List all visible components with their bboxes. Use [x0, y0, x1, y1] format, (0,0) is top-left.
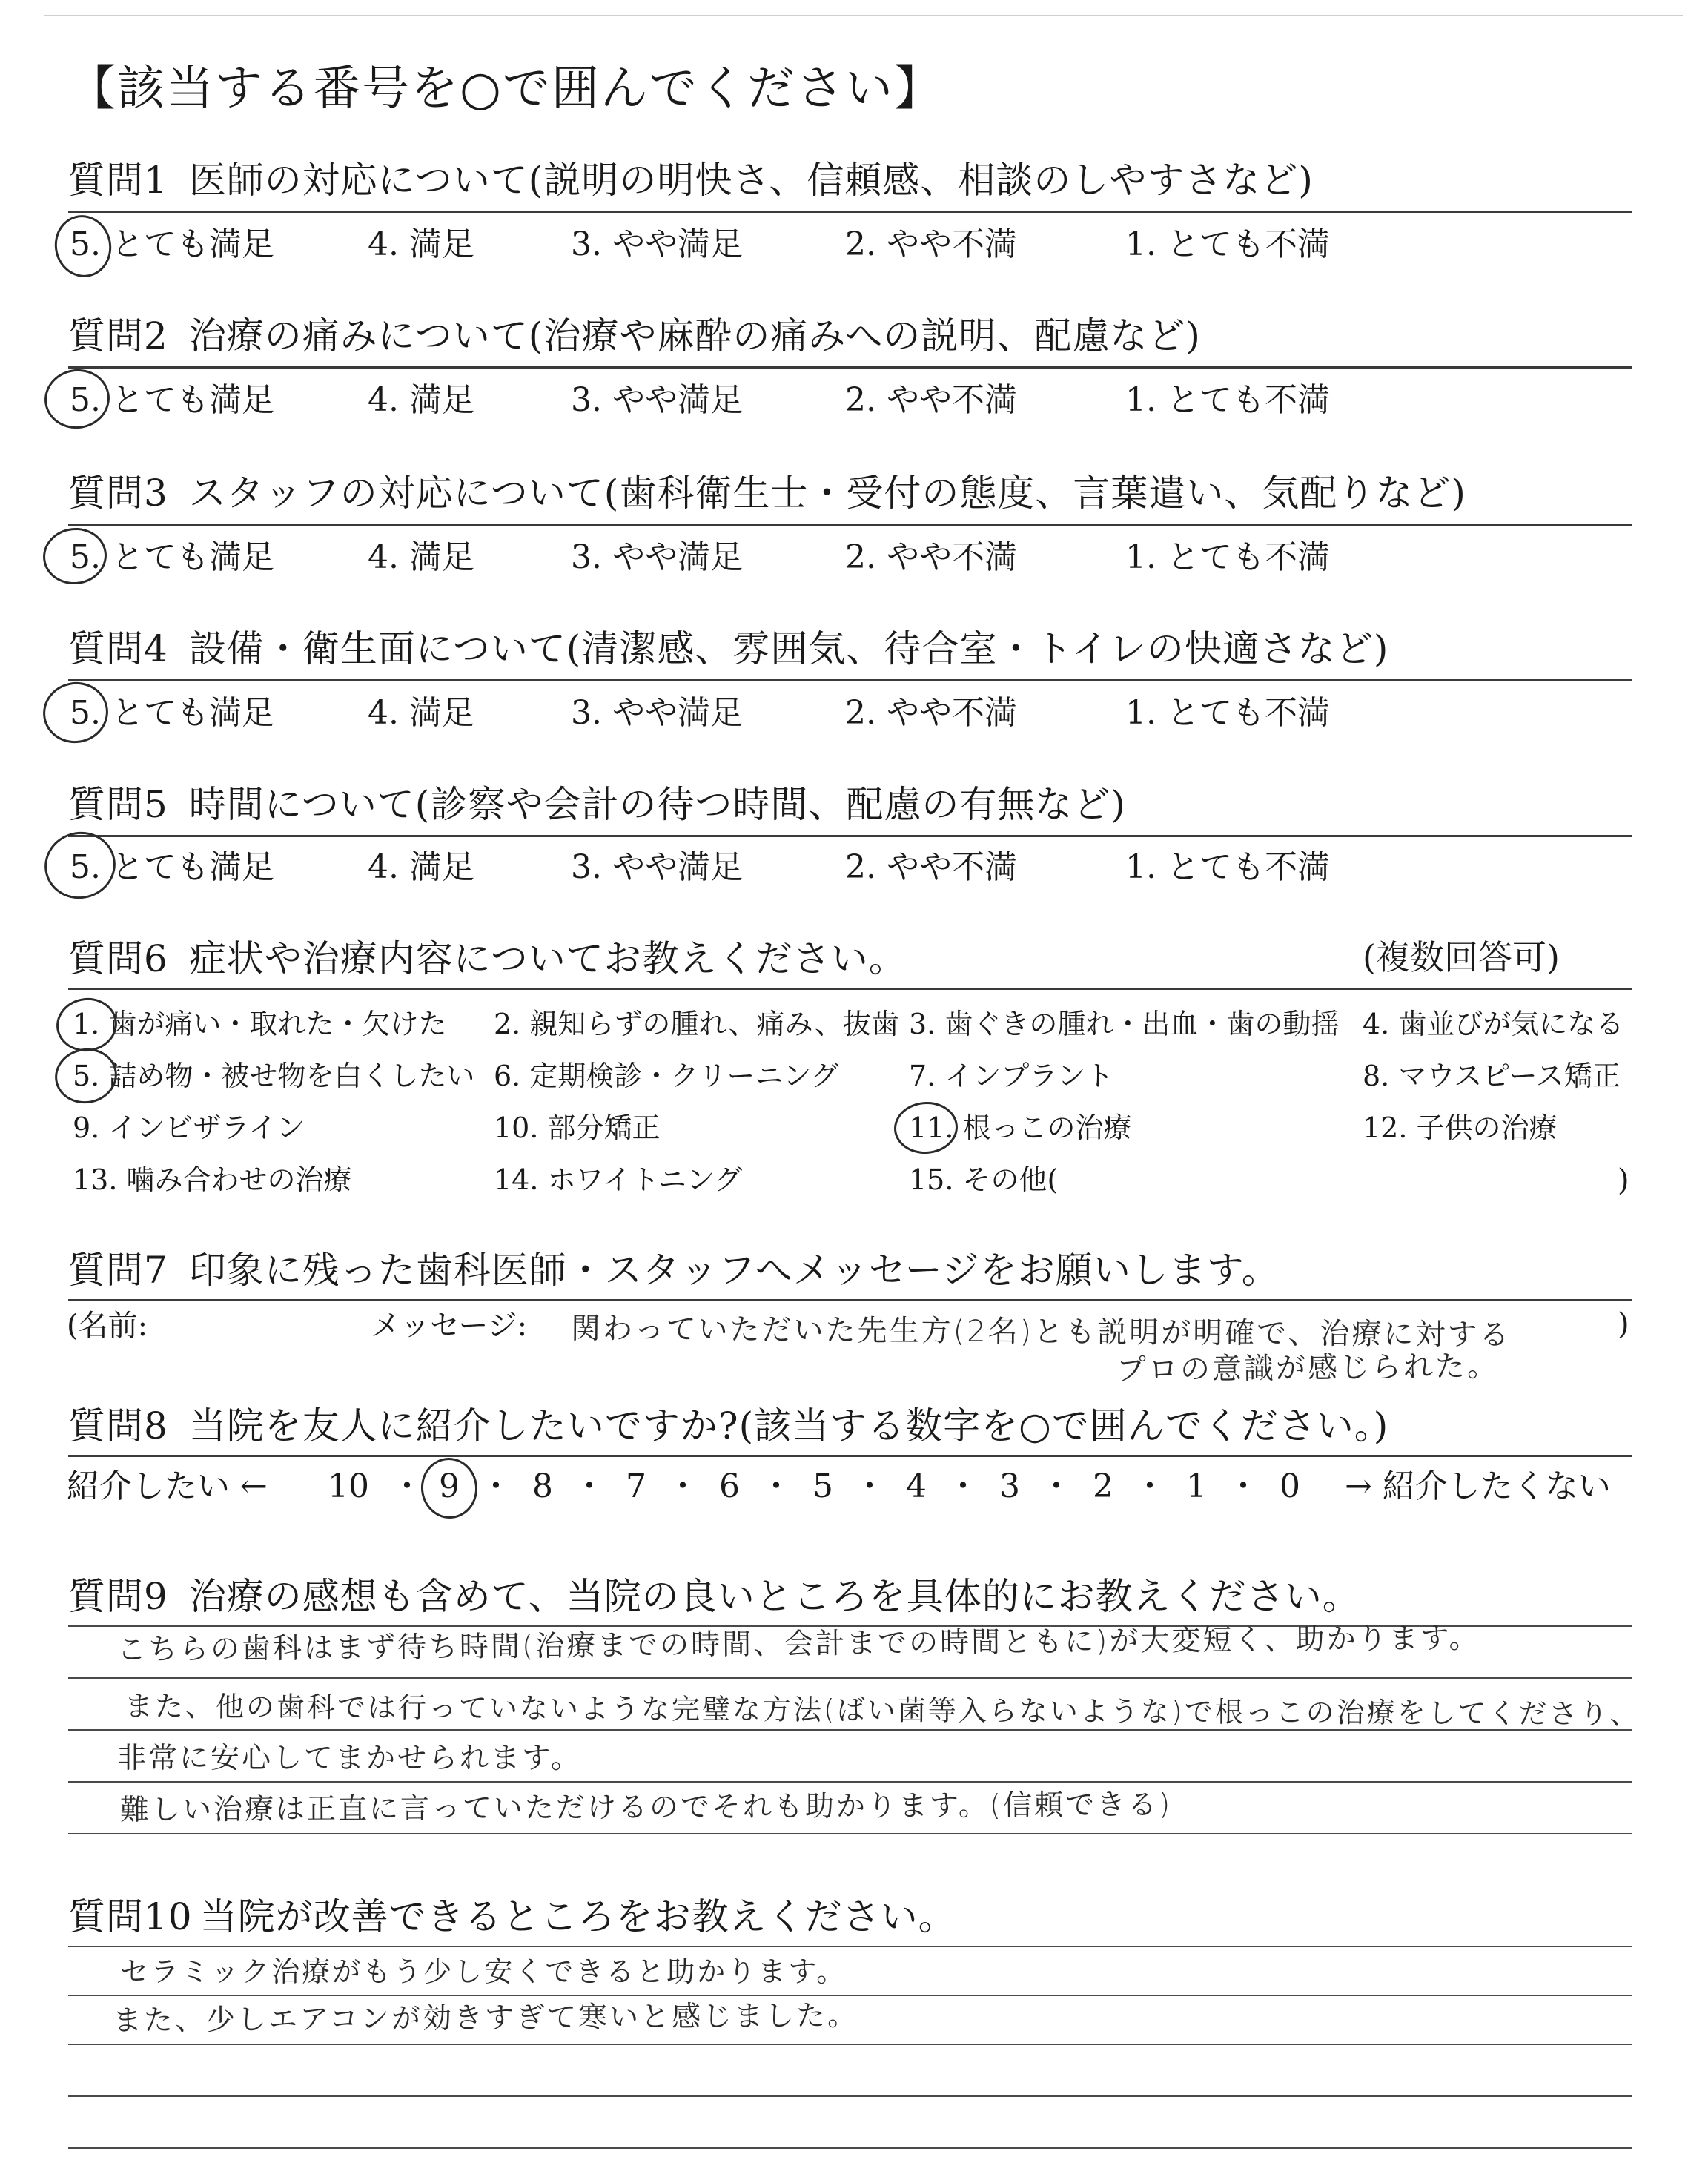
question-text: 印象に残った歯科医師・スタッフへメッセージをお願いします。 — [188, 1249, 1280, 1292]
question-text: 治療の痛みについて(治療や麻酔の痛みへの説明、配慮など) — [188, 314, 1201, 357]
option-3[interactable]: 3. やや満足 — [571, 694, 743, 732]
writing-line — [68, 2147, 1632, 2149]
writing-line — [68, 1946, 1632, 1947]
question-number: 質問3 — [68, 472, 168, 515]
question-rule — [68, 211, 1632, 213]
question-number: 質問4 — [68, 627, 168, 670]
handwritten-message-line: プロの意識が感じられた。 — [1116, 1349, 1500, 1387]
question-rule — [68, 524, 1632, 526]
option-5[interactable]: 5. とても満足 — [70, 225, 274, 263]
question-number: 質問7 — [68, 1249, 168, 1292]
question-text: スタッフの対応について(歯科衛生士・受付の態度、言葉遣い、気配りなど) — [188, 472, 1466, 515]
selected-answer-circle — [418, 1455, 480, 1521]
question-10 — [68, 1895, 956, 1938]
writing-line — [68, 2095, 1632, 2097]
top-border — [44, 15, 1683, 16]
name-label: (名前: — [67, 1309, 148, 1343]
symptom-option-3[interactable]: 3. 歯ぐきの腫れ・出血・歯の動揺 — [909, 1008, 1340, 1040]
question-2 — [68, 314, 1201, 357]
question-7 — [68, 1249, 1280, 1292]
question-text: 設備・衛生面について(清潔感、雰囲気、待合室・トイレの快適さなど) — [188, 627, 1389, 670]
recommend-left-label: 紹介したい ← — [67, 1467, 268, 1505]
question-9 — [68, 1575, 1360, 1618]
question-1 — [68, 159, 1314, 202]
scale-separator: ・ — [1133, 1467, 1166, 1505]
question-text: 当院を友人に紹介したいですか?(該当する数字を○で囲んでください。) — [188, 1404, 1389, 1447]
question-text: 当院が改善できるところをお教えください。 — [199, 1895, 956, 1938]
option-2[interactable]: 2. やや不満 — [845, 694, 1017, 732]
scale-separator: ・ — [573, 1467, 606, 1505]
question-text: 症状や治療内容についてお教えください。 — [188, 937, 907, 980]
page-title: 【該当する番号を○で囲んでください】 — [68, 62, 943, 116]
symptom-option-11[interactable]: 11. 根っこの治療 — [909, 1112, 1132, 1144]
handwritten-answer-line: 非常に安心してまかせられます。 — [117, 1742, 582, 1775]
writing-line — [68, 2044, 1632, 2045]
option-1[interactable]: 1. とても不満 — [1125, 381, 1330, 419]
selected-answer-circle — [893, 1100, 960, 1156]
option-2[interactable]: 2. やや不満 — [845, 225, 1017, 263]
handwritten-answer-line: セラミック治療がもう少し安くできると助かります。 — [120, 1955, 847, 1988]
question-number: 質問8 — [68, 1404, 168, 1447]
scale-value-9[interactable]: 9 — [439, 1467, 460, 1505]
option-1[interactable]: 1. とても不満 — [1125, 848, 1330, 886]
handwritten-answer-line: 難しい治療は正直に言っていただけるのでそれも助かります。(信頼できる) — [119, 1788, 1173, 1827]
symptom-option-1[interactable]: 1. 歯が痛い・取れた・欠けた — [73, 1008, 447, 1040]
scale-value-0[interactable]: 0 — [1280, 1467, 1300, 1505]
question-rule — [68, 988, 1632, 990]
question-number: 質問6 — [68, 937, 168, 980]
symptom-option-5[interactable]: 5. 詰め物・被せ物を白くしたい — [73, 1060, 475, 1092]
question-text: 医師の対応について(説明の明快さ、信頼感、相談のしやすさなど) — [188, 159, 1314, 202]
option-2[interactable]: 2. やや不満 — [845, 381, 1017, 419]
option-4[interactable]: 4. 満足 — [368, 225, 474, 263]
scale-value-4[interactable]: 4 — [906, 1467, 927, 1505]
symptom-option-12[interactable]: 12. 子供の治療 — [1363, 1112, 1558, 1144]
option-5[interactable]: 5. とても満足 — [70, 848, 274, 886]
option-3[interactable]: 3. やや満足 — [571, 538, 743, 576]
symptom-option-10[interactable]: 10. 部分矯正 — [494, 1112, 661, 1144]
symptom-option-4[interactable]: 4. 歯並びが気になる — [1363, 1008, 1624, 1040]
scale-value-2[interactable]: 2 — [1093, 1467, 1113, 1505]
selected-answer-circle — [39, 677, 113, 748]
question-rule — [68, 679, 1632, 681]
writing-line — [68, 1729, 1632, 1731]
selected-answer-circle — [41, 365, 113, 432]
option-3[interactable]: 3. やや満足 — [571, 381, 743, 419]
option-3[interactable]: 3. やや満足 — [571, 225, 743, 263]
question-number: 質問5 — [68, 783, 168, 826]
scale-separator: ・ — [1227, 1467, 1260, 1505]
message-label: メッセージ: — [371, 1309, 528, 1343]
symptom-option-7[interactable]: 7. インプラント — [909, 1060, 1114, 1092]
scale-value-7[interactable]: 7 — [626, 1467, 646, 1505]
option-1[interactable]: 1. とても不満 — [1125, 538, 1330, 576]
handwritten-answer-line: また、他の歯科では行っていないような完璧な方法(ばい菌等入らないような)で根っこの治療をしてくださり、 — [124, 1690, 1641, 1731]
symptom-option-13[interactable]: 13. 噛み合わせの治療 — [73, 1163, 352, 1196]
symptom-option-9[interactable]: 9. インビザライン — [73, 1112, 305, 1144]
question-4 — [68, 627, 1389, 670]
scale-separator: ・ — [480, 1467, 512, 1505]
symptom-option-15[interactable]: 15. その他( — [909, 1163, 1059, 1196]
option-5[interactable]: 5. とても満足 — [70, 694, 274, 732]
selected-answer-circle — [53, 994, 120, 1056]
question-rule — [68, 1455, 1632, 1457]
option-4[interactable]: 4. 満足 — [368, 694, 474, 732]
question-rule — [68, 366, 1632, 369]
handwritten-answer-line: また、少しエアコンが効きすぎて寒いと感じました。 — [112, 1998, 859, 2038]
question-number: 質問10 — [68, 1895, 193, 1938]
symptom-option-14[interactable]: 14. ホワイトニング — [494, 1163, 743, 1196]
writing-line — [68, 1781, 1632, 1783]
option-1[interactable]: 1. とても不満 — [1125, 694, 1330, 732]
scale-separator: ・ — [760, 1467, 792, 1505]
question-8 — [68, 1404, 1389, 1447]
question-number: 質問9 — [68, 1575, 168, 1618]
message-close-paren: ) — [1618, 1307, 1629, 1341]
scale-value-5[interactable]: 5 — [812, 1467, 833, 1505]
question-text: 治療の感想も含めて、当院の良いところを具体的にお教えください。 — [188, 1575, 1360, 1618]
writing-line — [68, 1677, 1632, 1679]
scale-value-10[interactable]: 10 — [328, 1467, 369, 1505]
question-number: 質問1 — [68, 159, 168, 202]
scale-separator: ・ — [666, 1467, 699, 1505]
scale-separator: ・ — [391, 1467, 423, 1505]
scale-value-6[interactable]: 6 — [719, 1467, 740, 1505]
other-close-paren: ) — [1618, 1163, 1629, 1198]
option-5[interactable]: 5. とても満足 — [70, 381, 274, 419]
selected-answer-circle — [40, 525, 109, 588]
option-2[interactable]: 2. やや不満 — [845, 848, 1017, 886]
option-3[interactable]: 3. やや満足 — [571, 848, 743, 886]
scale-value-3[interactable]: 3 — [999, 1467, 1020, 1505]
scale-separator: ・ — [853, 1467, 886, 1505]
option-4[interactable]: 4. 満足 — [368, 538, 474, 576]
recommend-right-label: → 紹介したくない — [1345, 1467, 1611, 1505]
writing-line — [68, 1833, 1632, 1834]
selected-answer-circle — [50, 1043, 122, 1108]
symptom-option-8[interactable]: 8. マウスピース矯正 — [1363, 1060, 1621, 1092]
option-4[interactable]: 4. 満足 — [368, 381, 474, 419]
question-3 — [68, 472, 1466, 515]
scale-separator: ・ — [947, 1467, 979, 1505]
option-4[interactable]: 4. 満足 — [368, 848, 474, 886]
option-5[interactable]: 5. とても満足 — [70, 538, 274, 576]
handwritten-message-line: 関わっていただいた先生方(2名)とも説明が明確で、治療に対する — [570, 1312, 1512, 1353]
scale-value-8[interactable]: 8 — [532, 1467, 553, 1505]
question-text: 時間について(診察や会計の待つ時間、配慮の有無など) — [188, 783, 1126, 826]
question-rule — [68, 835, 1632, 837]
question-5 — [68, 783, 1126, 826]
selected-answer-circle — [49, 210, 117, 283]
question-rule — [68, 1299, 1632, 1301]
option-1[interactable]: 1. とても不満 — [1125, 225, 1330, 263]
question-6 — [68, 937, 907, 980]
scale-value-1[interactable]: 1 — [1186, 1467, 1207, 1505]
scale-separator: ・ — [1040, 1467, 1073, 1505]
handwritten-answer-line: こちらの歯科はまず待ち時間(治療までの時間、会計までの時間ともに)が大変短く、助かります。 — [116, 1621, 1480, 1667]
writing-line — [68, 1995, 1632, 1996]
symptom-option-2[interactable]: 2. 親知らずの腫れ、痛み、抜歯 — [494, 1008, 899, 1040]
option-2[interactable]: 2. やや不満 — [845, 538, 1017, 576]
question-number: 質問2 — [68, 314, 168, 357]
multiple-answers-note: (複数回答可) — [1363, 937, 1560, 977]
symptom-option-6[interactable]: 6. 定期検診・クリーニング — [494, 1060, 839, 1092]
